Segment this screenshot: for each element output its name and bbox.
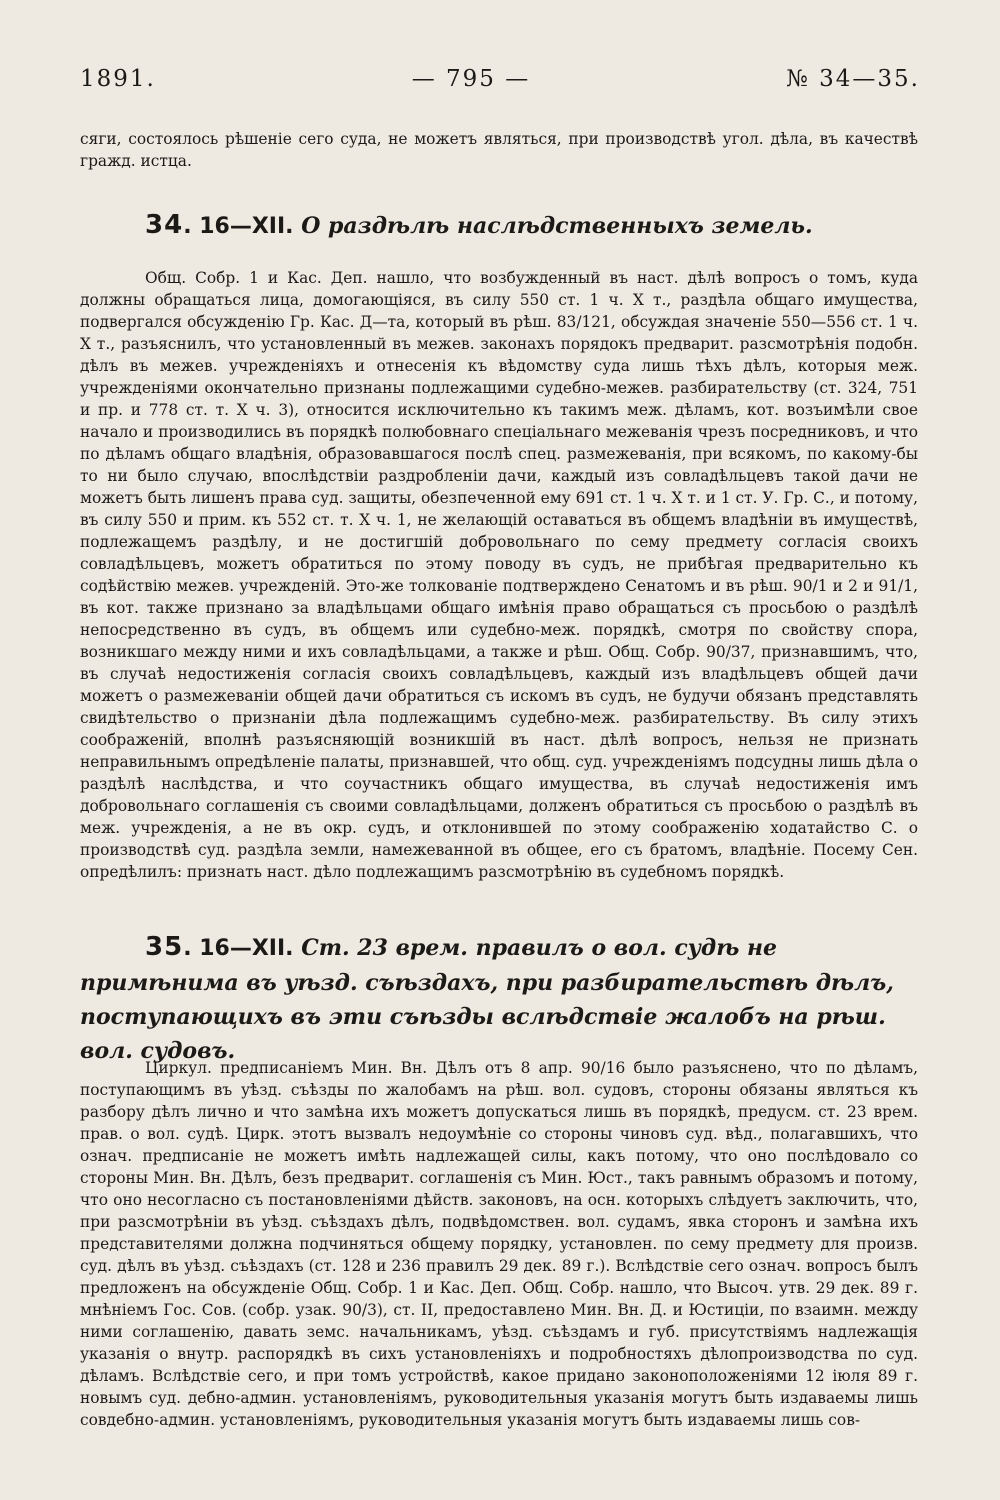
section-35-number: 35 [145,932,184,962]
section-34-number: 34 [145,210,184,240]
page-header [80,66,920,106]
section-35-body: Циркул. предписаніемъ Мин. Вн. Дѣлъ отъ 8 апр. 90/16 было разъяснено, что по дѣламъ, поступающимъ въ уѣзд. съѣзды по жалобамъ на рѣш. вол. судовъ, стороны обязаны являться къ разбору дѣлъ лично и что замѣна ихъ можетъ допускаться лишь въ порядкѣ, предусм. ст. 23 врем. прав. о вол. судѣ. Цирк. этотъ вызвалъ недоумѣніе со стороны чиновъ суд. вѣд., полагавшихъ, что означ. предписаніе не можетъ имѣть надлежащей силы, какъ потому, что оно послѣдовало со стороны Мин. Вн. Дѣлъ, безъ предварит. соглашенія съ Мин. Юст., такъ равнымъ образомъ и потому, что оно несогласно съ постановленіями дѣйств. законовъ, на осн. которыхъ слѣдуетъ заключить, что, при разсмотрѣніи въ уѣзд. съѣздахъ дѣлъ, подвѣдомствен. вол. судамъ, явка сторонъ и замѣна ихъ представителями должна подчиняться общему порядку, установлен. по сему предмету для произв. суд. дѣлъ въ уѣзд. съѣздахъ (ст. 128 и 236 правилъ 29 дек. 89 г.). Вслѣдствіе сего означ. вопросъ былъ предложенъ на обсужденіе Общ. Собр. 1 и Кас. Деп. Общ. Собр. нашло, что Высоч. утв. 29 дек. 89 г. мнѣніемъ Гос. Сов. (собр. узак. 90/3), ст. II, предоставлено Мин. Вн. Д. и Юстиціи, по взаимн. между ними соглашенію, давать земс. начальникамъ, уѣзд. съѣздамъ и губ. присутствіямъ надлежащія указанія о внутр. распорядкѣ въ сихъ установленіяхъ и подробностяхъ дѣлопроизводства по суд. дѣламъ. Вслѣдствіе сего, и при томъ устройствѣ, какое придано законоположеніями 12 іюля 89 г. новымъ суд. дебно-админ. установленіямъ, руководительныя указанія могутъ быть издаваемы лишь совдебно-админ. установленіямъ, руководительныя указанія могутъ быть издаваемы лишь сов- [80,1059,918,1429]
section-35-heading: Ст. 23 врем. правилъ о вол. судѣ не примѣнима въ уѣзд. съѣздахъ, при разбирательствѣ дѣлъ, поступающихъ въ эти съѣзды вслѣдствіе жалобъ на рѣш. вол. судовъ. [80,935,894,1064]
section-34-title [145,208,935,244]
section-34-body: Общ. Собр. 1 и Кас. Деп. нашло, что возбужденный въ наст. дѣлѣ вопросъ о томъ, куда должны обращаться лица, домогающіяся, въ силу 550 ст. 1 ч. X т., раздѣла общаго имущества, подвергался обсужденію Гр. Кас. Д—та, который въ рѣш. 83/121, обсуждая значеніе 550—556 ст. 1 ч. X т., разъяснилъ, что установленный въ межев. законахъ порядокъ предварит. разсмотрѣнія подобн. дѣлъ въ межев. учрежденіяхъ и отнесенія къ вѣдомству суда лишь тѣхъ дѣлъ, которыя меж. учрежденіями окончательно признаны подлежащими судебно-межев. разбирательству (ст. 324, 751 и пр. и 778 ст. т. X ч. 3), относится исключительно къ такимъ меж. дѣламъ, кот. возъимѣли свое начало и производились въ порядкѣ полюбовнаго спеціальнаго межеванія чрезъ посредниковъ, и что по дѣламъ общаго владѣнія, образовавшагося послѣ спец. размежеванія, при всякомъ, по какому-бы то ни было случаю, впослѣдствіи раздробленіи дачи, каждый изъ совладѣльцевъ такой дачи не можетъ быть лишенъ права суд. защиты, обезпеченной ему 691 ст. 1 ч. X т. и 1 ст. У. Гр. С., и потому, въ силу 550 и прим. къ 552 ст. т. X ч. 1, не желающій оставаться въ общемъ владѣніи въ имуществѣ, подлежащемъ раздѣлу, и не достигшій добровольнаго по сему предмету согласія своихъ совладѣльцевъ, можетъ обратиться по этому поводу въ судъ, не прибѣгая предварительно къ содѣйствію межев. учрежденій. Это-же толкованіе подтверждено Сенатомъ и въ рѣш. 90/1 и 2 и 91/1, въ кот. также признано за владѣльцами общаго имѣнія право обращаться съ просьбою о раздѣлѣ непосредственно въ судъ, въ общемъ или судебно-меж. порядкѣ, смотря по свойству спора, возникшаго между ними и ихъ совладѣльцами, а также и рѣш. Общ. Собр. 90/37, признавшимъ, что, въ случаѣ недостиженія согласія своихъ совладѣльцевъ, каждый изъ владѣльцевъ общей дачи можетъ о размежеваніи общей дачи обратиться съ искомъ въ судъ, не будучи обязанъ представлять свидѣтельство о признаніи дѣла подлежащимъ судебно-меж. разбирательству. Въ силу этихъ соображеній, вполнѣ разъясняющій возникшій въ наст. дѣлѣ вопросъ, нельзя не признать неправильнымъ опредѣленіе палаты, признавшей, что общ. суд. учрежденіямъ подсудны лишь дѣла о раздѣлѣ наслѣдства, и что соучастникъ общаго имущества, въ случаѣ недостиженія имъ добровольнаго соглашенія съ своими совладѣльцами, долженъ обратиться съ просьбою о раздѣлѣ въ меж. учрежденія, а не въ окр. судъ, и отклонившей по этому соображенію ходатайство С. о производствѣ суд. раздѣла земли, намежеванной въ общее, его съ братомъ, владѣніе. Посему Сен. опредѣлилъ: признать наст. дѣло подлежащимъ разсмотрѣнію въ судебномъ порядкѣ. [80,269,918,881]
header-page-number: — 795 — [411,66,531,92]
section-34-date: . 16—XII. [183,214,294,239]
header-year: 1891. [80,66,156,92]
intro-paragraph: сяги, состоялось рѣшеніе сего суда, не можетъ являться, при производствѣ угол. дѣла, въ качествѣ гражд. истца. [80,130,918,170]
section-35-title [80,930,922,1068]
header-issue-number: № 34—35. [786,66,920,92]
section-35-date: . 16—XII. [183,936,294,961]
section-34-heading: О раздѣлѣ наслѣдственныхъ земель. [301,213,813,239]
